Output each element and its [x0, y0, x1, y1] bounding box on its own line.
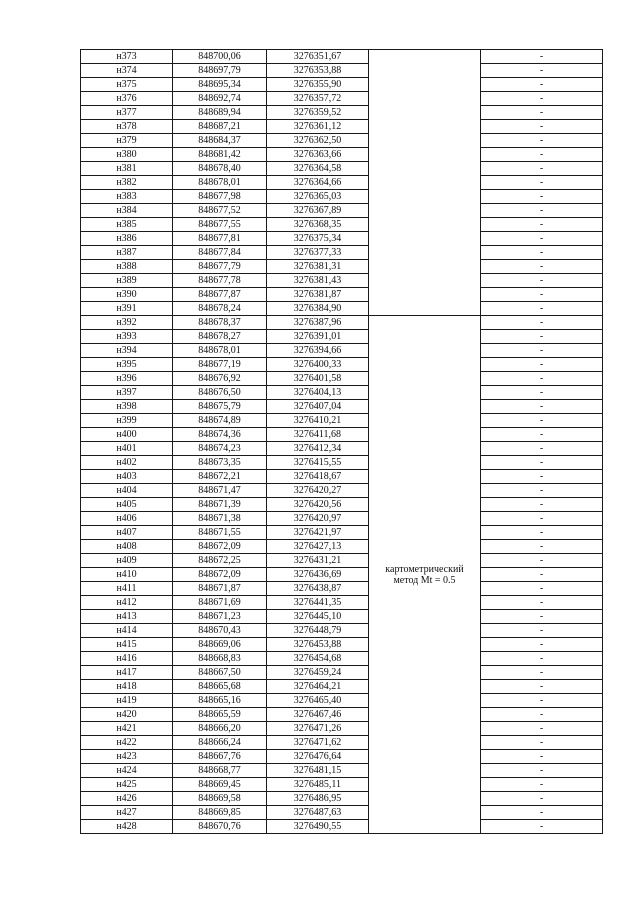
y-coordinate-cell: 3276438,87: [267, 582, 369, 596]
error-value-cell: -: [481, 820, 603, 834]
y-coordinate-cell: 3276471,26: [267, 722, 369, 736]
table-row: [81, 484, 603, 498]
y-coordinate-cell: 3276412,34: [267, 442, 369, 456]
table-row: [81, 792, 603, 806]
y-coordinate-cell: 3276410,21: [267, 414, 369, 428]
x-coordinate-cell: 848677,81: [173, 232, 267, 246]
y-coordinate-cell: 3276404,13: [267, 386, 369, 400]
table-row: [81, 288, 603, 302]
y-coordinate-cell: 3276459,24: [267, 666, 369, 680]
x-coordinate-cell: 848671,69: [173, 596, 267, 610]
point-number-cell: н378: [81, 120, 173, 134]
point-number-cell: н376: [81, 92, 173, 106]
table-row: [81, 582, 603, 596]
x-coordinate-cell: 848677,87: [173, 288, 267, 302]
table-row: [81, 764, 603, 778]
x-coordinate-cell: 848695,34: [173, 78, 267, 92]
x-coordinate-cell: 848671,87: [173, 582, 267, 596]
x-coordinate-cell: 848678,24: [173, 302, 267, 316]
y-coordinate-cell: 3276387,96: [267, 316, 369, 330]
x-coordinate-cell: 848671,47: [173, 484, 267, 498]
x-coordinate-cell: 848677,84: [173, 246, 267, 260]
point-number-cell: н417: [81, 666, 173, 680]
table-row: [81, 400, 603, 414]
y-coordinate-cell: 3276381,43: [267, 274, 369, 288]
y-coordinate-cell: 3276394,66: [267, 344, 369, 358]
y-coordinate-cell: 3276420,97: [267, 512, 369, 526]
x-coordinate-cell: 848667,50: [173, 666, 267, 680]
error-value-cell: -: [481, 274, 603, 288]
y-coordinate-cell: 3276436,69: [267, 568, 369, 582]
x-coordinate-cell: 848671,38: [173, 512, 267, 526]
x-coordinate-cell: 848689,94: [173, 106, 267, 120]
point-number-cell: н415: [81, 638, 173, 652]
error-value-cell: -: [481, 386, 603, 400]
table-row: [81, 260, 603, 274]
point-number-cell: н398: [81, 400, 173, 414]
table-row: [81, 64, 603, 78]
error-value-cell: -: [481, 582, 603, 596]
y-coordinate-cell: 3276441,35: [267, 596, 369, 610]
point-number-cell: н381: [81, 162, 173, 176]
method-cell-upper: [369, 50, 481, 316]
y-coordinate-cell: 3276431,21: [267, 554, 369, 568]
x-coordinate-cell: 848697,79: [173, 64, 267, 78]
error-value-cell: -: [481, 610, 603, 624]
x-coordinate-cell: 848677,79: [173, 260, 267, 274]
error-value-cell: -: [481, 778, 603, 792]
point-number-cell: н395: [81, 358, 173, 372]
y-coordinate-cell: 3276471,62: [267, 736, 369, 750]
x-coordinate-cell: 848677,19: [173, 358, 267, 372]
error-value-cell: -: [481, 302, 603, 316]
table-row: [81, 512, 603, 526]
x-coordinate-cell: 848676,50: [173, 386, 267, 400]
error-value-cell: -: [481, 358, 603, 372]
table-row: [81, 666, 603, 680]
table-row: [81, 358, 603, 372]
point-number-cell: н382: [81, 176, 173, 190]
error-value-cell: -: [481, 498, 603, 512]
error-value-cell: -: [481, 764, 603, 778]
x-coordinate-cell: 848665,59: [173, 708, 267, 722]
y-coordinate-cell: 3276448,79: [267, 624, 369, 638]
error-value-cell: -: [481, 750, 603, 764]
error-value-cell: -: [481, 50, 603, 64]
table-row: [81, 736, 603, 750]
point-number-cell: н384: [81, 204, 173, 218]
table-row: [81, 106, 603, 120]
point-number-cell: н423: [81, 750, 173, 764]
error-value-cell: -: [481, 722, 603, 736]
error-value-cell: -: [481, 624, 603, 638]
table-row: [81, 778, 603, 792]
y-coordinate-cell: 3276362,50: [267, 134, 369, 148]
error-value-cell: -: [481, 596, 603, 610]
error-value-cell: -: [481, 652, 603, 666]
table-row: [81, 120, 603, 134]
x-coordinate-cell: 848672,09: [173, 568, 267, 582]
x-coordinate-cell: 848666,24: [173, 736, 267, 750]
y-coordinate-cell: 3276355,90: [267, 78, 369, 92]
error-value-cell: -: [481, 120, 603, 134]
error-value-cell: -: [481, 288, 603, 302]
point-number-cell: н391: [81, 302, 173, 316]
error-value-cell: -: [481, 694, 603, 708]
error-value-cell: -: [481, 232, 603, 246]
point-number-cell: н401: [81, 442, 173, 456]
error-value-cell: -: [481, 792, 603, 806]
error-value-cell: -: [481, 78, 603, 92]
table-row: [81, 638, 603, 652]
error-value-cell: -: [481, 540, 603, 554]
point-number-cell: н409: [81, 554, 173, 568]
point-number-cell: н386: [81, 232, 173, 246]
y-coordinate-cell: 3276420,27: [267, 484, 369, 498]
point-number-cell: н422: [81, 736, 173, 750]
x-coordinate-cell: 848677,55: [173, 218, 267, 232]
y-coordinate-cell: 3276364,66: [267, 176, 369, 190]
x-coordinate-cell: 848669,58: [173, 792, 267, 806]
point-number-cell: н397: [81, 386, 173, 400]
y-coordinate-cell: 3276361,12: [267, 120, 369, 134]
point-number-cell: н396: [81, 372, 173, 386]
y-coordinate-cell: 3276351,67: [267, 50, 369, 64]
y-coordinate-cell: 3276427,13: [267, 540, 369, 554]
table-row: [81, 78, 603, 92]
method-line-2: метод Mt = 0.5: [393, 575, 456, 586]
error-value-cell: -: [481, 176, 603, 190]
x-coordinate-cell: 848667,76: [173, 750, 267, 764]
error-value-cell: -: [481, 400, 603, 414]
table-row: [81, 274, 603, 288]
point-number-cell: н393: [81, 330, 173, 344]
y-coordinate-cell: 3276407,04: [267, 400, 369, 414]
y-coordinate-cell: 3276486,95: [267, 792, 369, 806]
error-value-cell: -: [481, 330, 603, 344]
x-coordinate-cell: 848678,40: [173, 162, 267, 176]
x-coordinate-cell: 848669,45: [173, 778, 267, 792]
coordinates-table: [80, 49, 603, 834]
error-value-cell: -: [481, 428, 603, 442]
x-coordinate-cell: 848678,01: [173, 176, 267, 190]
x-coordinate-cell: 848669,85: [173, 806, 267, 820]
error-value-cell: -: [481, 456, 603, 470]
coordinates-table-body: [81, 50, 603, 834]
table-row: [81, 190, 603, 204]
y-coordinate-cell: 3276359,52: [267, 106, 369, 120]
y-coordinate-cell: 3276367,89: [267, 204, 369, 218]
error-value-cell: -: [481, 680, 603, 694]
table-row: [81, 316, 603, 330]
error-value-cell: -: [481, 708, 603, 722]
table-row: [81, 526, 603, 540]
error-value-cell: -: [481, 190, 603, 204]
x-coordinate-cell: 848692,74: [173, 92, 267, 106]
point-number-cell: н424: [81, 764, 173, 778]
table-row: [81, 218, 603, 232]
table-row: [81, 470, 603, 484]
method-description: [369, 316, 480, 586]
x-coordinate-cell: 848671,39: [173, 498, 267, 512]
error-value-cell: -: [481, 736, 603, 750]
x-coordinate-cell: 848677,52: [173, 204, 267, 218]
x-coordinate-cell: 848668,77: [173, 764, 267, 778]
table-row: [81, 232, 603, 246]
error-value-cell: -: [481, 512, 603, 526]
x-coordinate-cell: 848673,35: [173, 456, 267, 470]
table-row: [81, 652, 603, 666]
x-coordinate-cell: 848670,76: [173, 820, 267, 834]
error-value-cell: -: [481, 162, 603, 176]
x-coordinate-cell: 848678,27: [173, 330, 267, 344]
table-row: [81, 204, 603, 218]
x-coordinate-cell: 848671,23: [173, 610, 267, 624]
y-coordinate-cell: 3276454,68: [267, 652, 369, 666]
y-coordinate-cell: 3276368,35: [267, 218, 369, 232]
table-row: [81, 302, 603, 316]
point-number-cell: н373: [81, 50, 173, 64]
y-coordinate-cell: 3276421,97: [267, 526, 369, 540]
y-coordinate-cell: 3276381,31: [267, 260, 369, 274]
point-number-cell: н414: [81, 624, 173, 638]
y-coordinate-cell: 3276453,88: [267, 638, 369, 652]
point-number-cell: н428: [81, 820, 173, 834]
error-value-cell: -: [481, 246, 603, 260]
y-coordinate-cell: 3276364,58: [267, 162, 369, 176]
error-value-cell: -: [481, 134, 603, 148]
error-value-cell: -: [481, 316, 603, 330]
x-coordinate-cell: 848672,09: [173, 540, 267, 554]
point-number-cell: н416: [81, 652, 173, 666]
x-coordinate-cell: 848674,89: [173, 414, 267, 428]
point-number-cell: н399: [81, 414, 173, 428]
x-coordinate-cell: 848672,25: [173, 554, 267, 568]
error-value-cell: -: [481, 372, 603, 386]
y-coordinate-cell: 3276420,56: [267, 498, 369, 512]
error-value-cell: -: [481, 470, 603, 484]
y-coordinate-cell: 3276391,01: [267, 330, 369, 344]
table-row: [81, 456, 603, 470]
point-number-cell: н405: [81, 498, 173, 512]
table-row: [81, 568, 603, 582]
point-number-cell: н394: [81, 344, 173, 358]
x-coordinate-cell: 848677,78: [173, 274, 267, 288]
x-coordinate-cell: 848671,55: [173, 526, 267, 540]
table-row: [81, 92, 603, 106]
table-row: [81, 176, 603, 190]
table-row: [81, 624, 603, 638]
point-number-cell: н377: [81, 106, 173, 120]
point-number-cell: н426: [81, 792, 173, 806]
error-value-cell: -: [481, 92, 603, 106]
error-value-cell: -: [481, 568, 603, 582]
error-value-cell: -: [481, 526, 603, 540]
y-coordinate-cell: 3276415,55: [267, 456, 369, 470]
point-number-cell: н406: [81, 512, 173, 526]
table-row: [81, 554, 603, 568]
point-number-cell: н400: [81, 428, 173, 442]
y-coordinate-cell: 3276375,34: [267, 232, 369, 246]
error-value-cell: -: [481, 148, 603, 162]
table-row: [81, 162, 603, 176]
y-coordinate-cell: 3276476,64: [267, 750, 369, 764]
error-value-cell: -: [481, 64, 603, 78]
point-number-cell: н412: [81, 596, 173, 610]
error-value-cell: -: [481, 204, 603, 218]
table-row: [81, 372, 603, 386]
x-coordinate-cell: 848666,20: [173, 722, 267, 736]
x-coordinate-cell: 848678,01: [173, 344, 267, 358]
y-coordinate-cell: 3276464,21: [267, 680, 369, 694]
table-row: [81, 414, 603, 428]
error-value-cell: -: [481, 484, 603, 498]
point-number-cell: н418: [81, 680, 173, 694]
table-row: [81, 134, 603, 148]
method-cell: [369, 316, 481, 834]
x-coordinate-cell: 848676,92: [173, 372, 267, 386]
x-coordinate-cell: 848674,36: [173, 428, 267, 442]
y-coordinate-cell: 3276465,40: [267, 694, 369, 708]
point-number-cell: н407: [81, 526, 173, 540]
y-coordinate-cell: 3276485,11: [267, 778, 369, 792]
point-number-cell: н410: [81, 568, 173, 582]
error-value-cell: -: [481, 218, 603, 232]
point-number-cell: н387: [81, 246, 173, 260]
table-row: [81, 820, 603, 834]
y-coordinate-cell: 3276481,15: [267, 764, 369, 778]
point-number-cell: н413: [81, 610, 173, 624]
point-number-cell: н421: [81, 722, 173, 736]
x-coordinate-cell: 848678,37: [173, 316, 267, 330]
x-coordinate-cell: 848670,43: [173, 624, 267, 638]
y-coordinate-cell: 3276365,03: [267, 190, 369, 204]
y-coordinate-cell: 3276411,68: [267, 428, 369, 442]
error-value-cell: -: [481, 414, 603, 428]
point-number-cell: н380: [81, 148, 173, 162]
x-coordinate-cell: 848665,68: [173, 680, 267, 694]
error-value-cell: -: [481, 638, 603, 652]
table-row: [81, 498, 603, 512]
table-row: [81, 610, 603, 624]
x-coordinate-cell: 848674,23: [173, 442, 267, 456]
point-number-cell: н420: [81, 708, 173, 722]
x-coordinate-cell: 848684,37: [173, 134, 267, 148]
point-number-cell: н403: [81, 470, 173, 484]
y-coordinate-cell: 3276445,10: [267, 610, 369, 624]
point-number-cell: н390: [81, 288, 173, 302]
x-coordinate-cell: 848687,21: [173, 120, 267, 134]
x-coordinate-cell: 848668,83: [173, 652, 267, 666]
point-number-cell: н408: [81, 540, 173, 554]
point-number-cell: н404: [81, 484, 173, 498]
y-coordinate-cell: 3276467,46: [267, 708, 369, 722]
error-value-cell: -: [481, 666, 603, 680]
table-row: [81, 680, 603, 694]
y-coordinate-cell: 3276353,88: [267, 64, 369, 78]
x-coordinate-cell: 848675,79: [173, 400, 267, 414]
y-coordinate-cell: 3276377,33: [267, 246, 369, 260]
x-coordinate-cell: 848669,06: [173, 638, 267, 652]
point-number-cell: н392: [81, 316, 173, 330]
y-coordinate-cell: 3276490,55: [267, 820, 369, 834]
table-row: [81, 442, 603, 456]
y-coordinate-cell: 3276418,67: [267, 470, 369, 484]
point-number-cell: н389: [81, 274, 173, 288]
point-number-cell: н379: [81, 134, 173, 148]
point-number-cell: н402: [81, 456, 173, 470]
error-value-cell: -: [481, 442, 603, 456]
table-row: [81, 750, 603, 764]
point-number-cell: н385: [81, 218, 173, 232]
table-row: [81, 806, 603, 820]
y-coordinate-cell: 3276381,87: [267, 288, 369, 302]
error-value-cell: -: [481, 106, 603, 120]
point-number-cell: н383: [81, 190, 173, 204]
table-row: [81, 344, 603, 358]
table-row: [81, 428, 603, 442]
y-coordinate-cell: 3276487,63: [267, 806, 369, 820]
y-coordinate-cell: 3276384,90: [267, 302, 369, 316]
point-number-cell: н375: [81, 78, 173, 92]
error-value-cell: -: [481, 344, 603, 358]
table-row: [81, 708, 603, 722]
x-coordinate-cell: 848665,16: [173, 694, 267, 708]
point-number-cell: н388: [81, 260, 173, 274]
table-row: [81, 540, 603, 554]
method-line-1: картометрический: [385, 564, 464, 575]
x-coordinate-cell: 848677,98: [173, 190, 267, 204]
table-row: [81, 722, 603, 736]
error-value-cell: -: [481, 554, 603, 568]
point-number-cell: н411: [81, 582, 173, 596]
table-row: [81, 50, 603, 64]
table-row: [81, 246, 603, 260]
point-number-cell: н427: [81, 806, 173, 820]
y-coordinate-cell: 3276357,72: [267, 92, 369, 106]
point-number-cell: н425: [81, 778, 173, 792]
x-coordinate-cell: 848681,42: [173, 148, 267, 162]
x-coordinate-cell: 848672,21: [173, 470, 267, 484]
error-value-cell: -: [481, 806, 603, 820]
y-coordinate-cell: 3276400,33: [267, 358, 369, 372]
table-row: [81, 148, 603, 162]
y-coordinate-cell: 3276401,58: [267, 372, 369, 386]
point-number-cell: н419: [81, 694, 173, 708]
table-row: [81, 694, 603, 708]
point-number-cell: н374: [81, 64, 173, 78]
coordinates-document: [80, 49, 602, 855]
y-coordinate-cell: 3276363,66: [267, 148, 369, 162]
table-row: [81, 596, 603, 610]
table-row: [81, 386, 603, 400]
error-value-cell: -: [481, 260, 603, 274]
x-coordinate-cell: 848700,06: [173, 50, 267, 64]
table-row: [81, 330, 603, 344]
